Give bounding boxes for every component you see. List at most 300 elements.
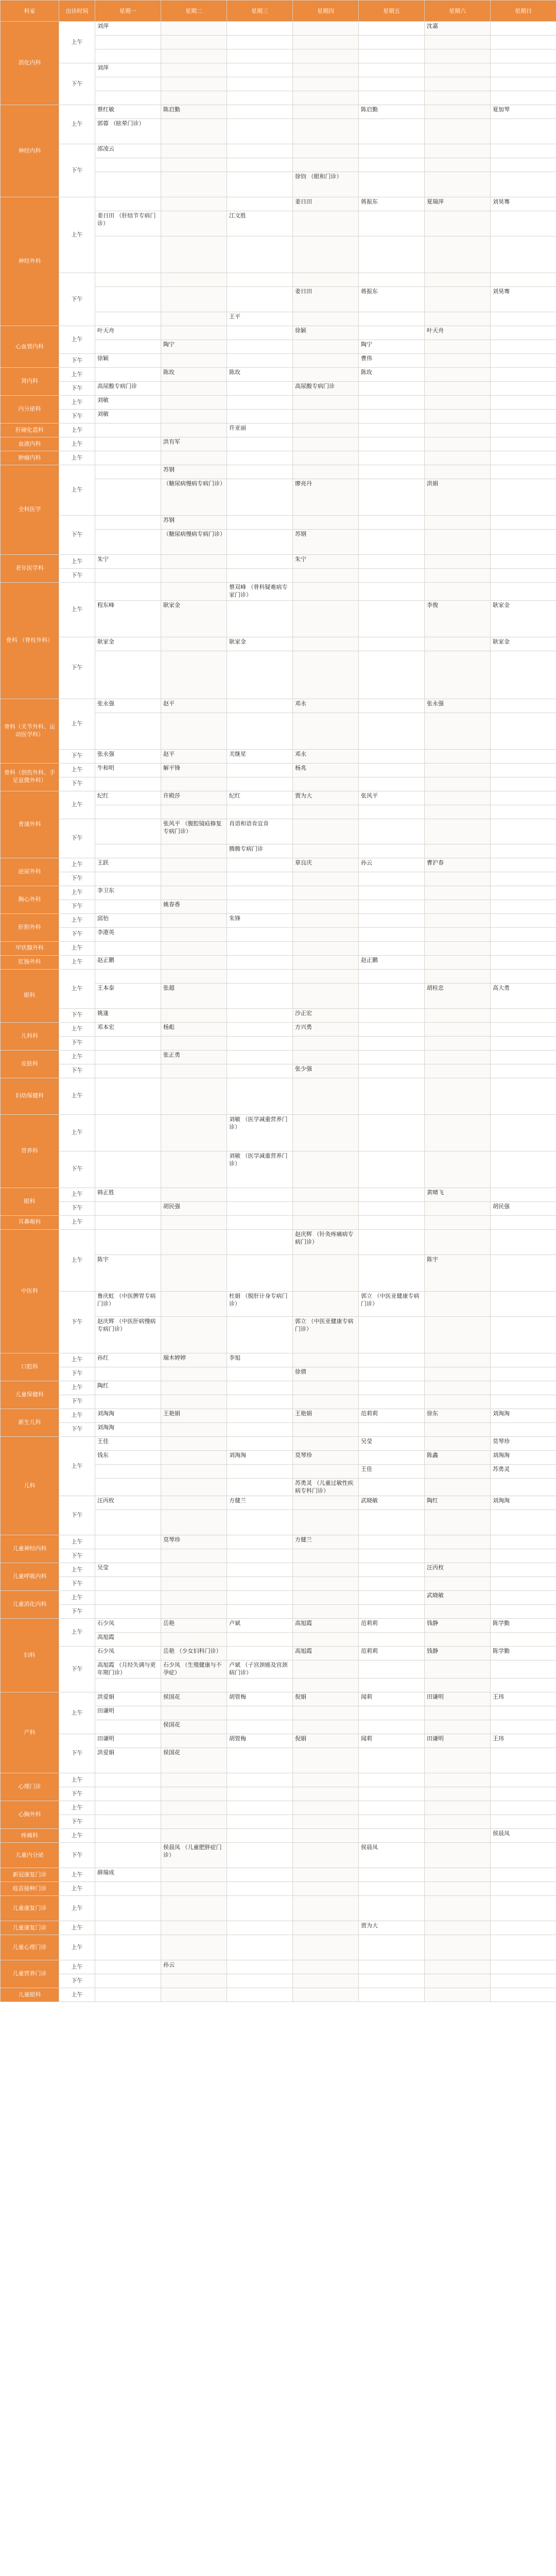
doctor-cell	[293, 396, 359, 410]
schedule-row	[1, 1078, 556, 1114]
doctor-cell	[161, 555, 227, 569]
doctor-cell	[425, 1882, 491, 1896]
schedule-row	[1, 913, 556, 927]
doctor-cell	[161, 1882, 227, 1896]
doctor-cell	[359, 1988, 425, 2002]
doctor-cell: 卢斌	[227, 1619, 293, 1633]
doctor-cell	[95, 569, 161, 583]
doctor-cell	[161, 1464, 227, 1478]
doctor-cell	[227, 1647, 293, 1660]
doctor-cell	[425, 312, 491, 326]
doctor-cell	[359, 600, 425, 637]
doctor-cell	[95, 900, 161, 913]
department-name: 耳鼻喉科	[1, 1215, 59, 1229]
doctor-cell	[425, 410, 491, 423]
doctor-cell	[227, 479, 293, 516]
department-name: 骨科（关节外科、运动医学科）	[1, 699, 59, 763]
doctor-cell	[95, 1921, 161, 1935]
doctor-cell	[161, 1605, 227, 1619]
doctor-cell	[95, 465, 161, 479]
doctor-cell	[359, 1151, 425, 1188]
doctor-cell	[293, 1829, 359, 1843]
schedule-row	[1, 583, 556, 601]
doctor-cell	[95, 1591, 161, 1605]
doctor-cell	[425, 900, 491, 913]
doctor-cell	[95, 451, 161, 465]
department-name: 全科医学	[1, 465, 59, 555]
doctor-cell	[491, 437, 556, 451]
doctor-cell: 苏勇灵 （儿童过敏性疾病专科门诊）	[293, 1478, 359, 1496]
doctor-cell	[161, 1510, 227, 1535]
doctor-cell: 郭立 （中医亚健康专病门诊）	[293, 1316, 359, 1353]
doctor-cell	[161, 872, 227, 886]
doctor-cell	[95, 1801, 161, 1815]
doctor-cell	[293, 955, 359, 969]
doctor-cell	[293, 1660, 359, 1679]
doctor-cell	[359, 749, 425, 763]
department-name: 儿童心理门诊	[1, 1935, 59, 1960]
schedule-row	[1, 63, 556, 77]
doctor-cell	[95, 197, 161, 211]
doctor-cell: 曹沪春	[425, 858, 491, 872]
doctor-cell	[359, 1353, 425, 1367]
doctor-cell	[491, 1549, 556, 1563]
doctor-cell	[293, 872, 359, 886]
doctor-cell	[293, 1679, 359, 1692]
doctor-cell	[293, 1078, 359, 1114]
doctor-cell	[425, 805, 491, 819]
schedule-row	[1, 1549, 556, 1563]
doctor-cell	[293, 941, 359, 955]
doctor-cell	[227, 77, 293, 91]
doctor-cell	[491, 1633, 556, 1647]
session-time: 下午	[59, 777, 95, 791]
doctor-cell	[491, 1815, 556, 1829]
doctor-cell	[95, 368, 161, 382]
doctor-cell: 刘敏	[95, 396, 161, 410]
session-time: 下午	[59, 900, 95, 913]
doctor-cell	[425, 1660, 491, 1679]
doctor-cell: 田谦明	[425, 1692, 491, 1706]
doctor-cell	[161, 886, 227, 900]
doctor-cell: 田谦明	[95, 1734, 161, 1748]
doctor-cell	[425, 1921, 491, 1935]
doctor-cell: 陈宇	[425, 1255, 491, 1291]
doctor-cell	[359, 158, 425, 172]
doctor-cell	[425, 819, 491, 844]
doctor-cell	[161, 913, 227, 927]
doctor-cell	[359, 451, 425, 465]
doctor-cell: 瑞木婷婷	[161, 1353, 227, 1367]
doctor-cell	[359, 1720, 425, 1734]
doctor-cell: 刘敏	[95, 410, 161, 423]
doctor-cell	[491, 927, 556, 941]
doctor-cell	[161, 1773, 227, 1787]
doctor-cell	[491, 651, 556, 699]
doctor-cell	[161, 423, 227, 437]
doctor-cell	[491, 941, 556, 955]
doctor-cell: 石少凤 （生殖健康与不孕症）	[161, 1660, 227, 1679]
doctor-cell	[359, 777, 425, 791]
schedule-row	[1, 1577, 556, 1591]
doctor-cell: 孙云	[161, 1960, 227, 1974]
doctor-cell	[227, 1381, 293, 1395]
doctor-cell: 陈学勤	[491, 1619, 556, 1633]
doctor-cell	[227, 1549, 293, 1563]
doctor-cell: 张超	[161, 983, 227, 1008]
department-name: 内分泌科	[1, 396, 59, 423]
doctor-cell	[425, 451, 491, 465]
doctor-cell	[491, 465, 556, 479]
department-name: 儿童营养门诊	[1, 1960, 59, 1988]
doctor-cell	[161, 77, 227, 91]
doctor-cell: 刘淘淘	[95, 1422, 161, 1436]
doctor-cell	[359, 382, 425, 396]
doctor-cell	[161, 1381, 227, 1395]
doctor-cell	[227, 1395, 293, 1409]
session-time: 上午	[59, 1868, 95, 1882]
schedule-row	[1, 1064, 556, 1078]
doctor-cell: 叶天舟	[425, 326, 491, 340]
doctor-cell	[161, 1188, 227, 1201]
doctor-cell	[491, 886, 556, 900]
schedule-row	[1, 1734, 556, 1748]
schedule-row	[1, 1935, 556, 1960]
doctor-cell	[293, 913, 359, 927]
doctor-cell: 耿家金	[95, 637, 161, 651]
doctor-cell	[491, 273, 556, 287]
doctor-cell: 陈玫	[359, 368, 425, 382]
doctor-cell: 赵正鹏	[359, 955, 425, 969]
doctor-cell	[491, 144, 556, 158]
doctor-cell	[227, 955, 293, 969]
doctor-cell	[491, 63, 556, 77]
department-name: 肝硬化造科	[1, 423, 59, 437]
doctor-cell: 徐颖	[95, 354, 161, 368]
session-time: 上午	[59, 1409, 95, 1422]
department-name: 儿童内分泌	[1, 1843, 59, 1868]
schedule-row	[1, 1882, 556, 1896]
department-name: 肿瘤内科	[1, 451, 59, 465]
session-time: 上午	[59, 465, 95, 516]
doctor-cell	[359, 913, 425, 927]
doctor-cell	[491, 77, 556, 91]
doctor-cell	[161, 713, 227, 749]
doctor-cell: 陈鑫	[425, 1450, 491, 1464]
doctor-cell: 闻莉	[359, 1692, 425, 1706]
doctor-cell	[227, 777, 293, 791]
doctor-cell: 张永强	[95, 699, 161, 713]
doctor-cell	[293, 1935, 359, 1960]
doctor-cell	[359, 555, 425, 569]
schedule-row	[1, 1436, 556, 1450]
doctor-cell	[491, 1563, 556, 1577]
doctor-cell	[293, 1633, 359, 1647]
doctor-cell	[227, 1188, 293, 1201]
doctor-cell: 赵平	[161, 749, 227, 763]
doctor-cell: 王玮	[491, 1692, 556, 1706]
doctor-cell	[359, 1255, 425, 1291]
doctor-cell	[425, 236, 491, 273]
doctor-cell	[293, 927, 359, 941]
doctor-cell: 韩正胜	[95, 1188, 161, 1201]
doctor-cell	[491, 955, 556, 969]
schedule-row	[1, 1563, 556, 1577]
doctor-cell	[95, 1078, 161, 1114]
doctor-cell	[161, 955, 227, 969]
doctor-cell	[95, 49, 161, 63]
doctor-cell: 侯国花	[161, 1720, 227, 1734]
doctor-cell	[227, 1008, 293, 1022]
doctor-cell	[161, 396, 227, 410]
doctor-cell: 胡民强	[161, 1201, 227, 1215]
doctor-cell	[359, 1773, 425, 1787]
doctor-cell	[161, 637, 227, 651]
doctor-cell	[359, 1748, 425, 1773]
doctor-cell	[425, 1064, 491, 1078]
session-time: 上午	[59, 941, 95, 955]
doctor-cell	[491, 969, 556, 983]
doctor-cell	[161, 172, 227, 197]
doctor-cell	[227, 354, 293, 368]
doctor-cell: 曹伟	[359, 354, 425, 368]
doctor-cell: 叶天舟	[95, 326, 161, 340]
doctor-cell	[359, 1679, 425, 1692]
doctor-cell: 刘敏 （医学减重营养门诊）	[227, 1114, 293, 1151]
doctor-cell	[95, 1988, 161, 2002]
doctor-cell: 刘敏 （医学减重营养门诊）	[227, 1151, 293, 1188]
session-time: 上午	[59, 1078, 95, 1114]
doctor-cell	[359, 1706, 425, 1720]
doctor-cell: 刘萍	[95, 22, 161, 36]
schedule-row	[1, 1201, 556, 1215]
doctor-cell	[161, 1563, 227, 1577]
doctor-cell	[359, 1367, 425, 1381]
doctor-cell: 陈启勤	[359, 105, 425, 119]
doctor-cell: 邵凌云	[95, 144, 161, 158]
doctor-cell	[293, 1960, 359, 1974]
doctor-cell	[227, 382, 293, 396]
doctor-cell	[227, 1464, 293, 1478]
schedule-row	[1, 1291, 556, 1316]
department-name: 心胸外科	[1, 1801, 59, 1829]
doctor-cell	[161, 1367, 227, 1381]
doctor-cell	[95, 1535, 161, 1549]
doctor-cell	[227, 1679, 293, 1692]
schedule-row	[1, 273, 556, 287]
session-time: 下午	[59, 1151, 95, 1188]
session-time: 下午	[59, 927, 95, 941]
doctor-cell	[491, 22, 556, 36]
session-time: 上午	[59, 1229, 95, 1291]
schedule-row	[1, 763, 556, 777]
doctor-cell	[293, 969, 359, 983]
session-time: 下午	[59, 63, 95, 105]
doctor-cell	[425, 1316, 491, 1353]
doctor-cell	[491, 1008, 556, 1022]
doctor-cell	[161, 1422, 227, 1436]
session-time: 上午	[59, 886, 95, 900]
doctor-cell: 洪爱娟	[95, 1692, 161, 1706]
doctor-cell	[359, 1316, 425, 1353]
doctor-cell	[161, 777, 227, 791]
doctor-cell: 莫琴珍	[161, 1535, 227, 1549]
header-wednesday: 星期三	[227, 1, 293, 22]
doctor-cell	[95, 1843, 161, 1868]
doctor-cell	[491, 1478, 556, 1496]
doctor-cell	[425, 1036, 491, 1050]
department-name: 产科	[1, 1692, 59, 1773]
doctor-cell: 陶红	[95, 1381, 161, 1395]
session-time: 上午	[59, 1896, 95, 1921]
session-time: 下午	[59, 1787, 95, 1801]
doctor-cell	[491, 791, 556, 805]
doctor-cell	[227, 1436, 293, 1450]
doctor-cell: 胡民强	[491, 1201, 556, 1215]
doctor-cell	[425, 211, 491, 236]
doctor-cell	[491, 49, 556, 63]
doctor-cell	[425, 1633, 491, 1647]
doctor-cell	[491, 1605, 556, 1619]
department-name: 儿科科	[1, 1022, 59, 1050]
doctor-cell	[425, 423, 491, 437]
doctor-cell	[227, 1882, 293, 1896]
doctor-cell	[161, 451, 227, 465]
department-name: 肾内科	[1, 368, 59, 396]
department-name: 神经内科	[1, 105, 59, 197]
doctor-cell	[425, 1988, 491, 2002]
doctor-cell	[227, 1563, 293, 1577]
doctor-cell	[227, 1064, 293, 1078]
doctor-cell: 李港英	[95, 927, 161, 941]
doctor-cell	[227, 1801, 293, 1815]
doctor-cell: 朱锋	[227, 913, 293, 927]
doctor-cell	[491, 1921, 556, 1935]
department-name: 血液内科	[1, 437, 59, 451]
schedule-row	[1, 777, 556, 791]
doctor-cell: 李卫东	[95, 886, 161, 900]
session-time: 上午	[59, 1188, 95, 1201]
doctor-cell: 王平	[227, 312, 293, 326]
schedule-row	[1, 1647, 556, 1660]
schedule-row	[1, 1151, 556, 1188]
doctor-cell	[359, 326, 425, 340]
schedule-row	[1, 1395, 556, 1409]
doctor-cell: 侯晨凤 （儿童肥胖症门诊）	[161, 1843, 227, 1868]
doctor-cell	[425, 955, 491, 969]
doctor-cell: 刘淘淘	[491, 1450, 556, 1464]
session-time: 下午	[59, 1422, 95, 1436]
doctor-cell: 黄晴飞	[425, 1188, 491, 1201]
session-time: 下午	[59, 1647, 95, 1692]
doctor-cell: 刘淘淘	[95, 1409, 161, 1422]
schedule-row	[1, 749, 556, 763]
doctor-cell: 耿家金	[491, 600, 556, 637]
department-name: 儿童保健科	[1, 1381, 59, 1409]
doctor-cell	[359, 1787, 425, 1801]
doctor-cell	[359, 651, 425, 699]
doctor-cell	[293, 1787, 359, 1801]
schedule-row	[1, 1868, 556, 1882]
doctor-cell	[95, 1215, 161, 1229]
doctor-cell	[425, 63, 491, 77]
doctor-cell	[359, 1935, 425, 1960]
session-time: 下午	[59, 1496, 95, 1535]
schedule-row	[1, 872, 556, 886]
doctor-cell	[227, 530, 293, 555]
doctor-cell	[293, 105, 359, 119]
doctor-cell	[359, 1633, 425, 1647]
doctor-cell: 苏钢	[161, 516, 227, 530]
doctor-cell: 钱静	[425, 1647, 491, 1660]
session-time: 上午	[59, 1619, 95, 1647]
doctor-cell	[227, 1829, 293, 1843]
doctor-cell: 苏勇灵	[491, 1464, 556, 1478]
header-thursday: 星期四	[293, 1, 359, 22]
doctor-cell	[425, 1815, 491, 1829]
doctor-cell	[293, 1988, 359, 2002]
doctor-cell	[359, 1450, 425, 1464]
doctor-cell	[161, 1036, 227, 1050]
header-dept: 科室	[1, 1, 59, 22]
doctor-cell	[359, 516, 425, 530]
doctor-cell	[359, 1478, 425, 1496]
doctor-cell	[359, 1050, 425, 1064]
doctor-cell	[359, 637, 425, 651]
doctor-cell	[95, 1549, 161, 1563]
doctor-cell	[359, 1549, 425, 1563]
schedule-row	[1, 858, 556, 872]
session-time: 上午	[59, 699, 95, 749]
doctor-cell: 陶宁	[161, 340, 227, 354]
doctor-cell	[425, 1114, 491, 1151]
session-time: 下午	[59, 1395, 95, 1409]
doctor-cell	[227, 1050, 293, 1064]
doctor-cell	[425, 105, 491, 119]
doctor-cell	[425, 1549, 491, 1563]
doctor-cell: 孙红	[95, 1353, 161, 1367]
doctor-cell	[359, 805, 425, 819]
doctor-cell	[359, 91, 425, 105]
doctor-cell	[359, 583, 425, 601]
doctor-cell: 牛和明	[95, 763, 161, 777]
doctor-cell	[227, 927, 293, 941]
doctor-cell: 鲁庆虹 （中医脾胃专病门诊）	[95, 1291, 161, 1316]
doctor-cell	[491, 713, 556, 749]
doctor-cell	[227, 1720, 293, 1734]
doctor-cell	[161, 22, 227, 36]
doctor-cell: 吴莹	[359, 1436, 425, 1450]
doctor-cell	[359, 144, 425, 158]
doctor-cell: 江文胜	[227, 211, 293, 236]
doctor-cell	[161, 1787, 227, 1801]
doctor-cell	[359, 1974, 425, 1988]
doctor-cell	[95, 1510, 161, 1535]
doctor-cell: （糖尿病慢病专病门诊）	[161, 479, 227, 516]
doctor-cell	[491, 36, 556, 49]
doctor-cell	[293, 144, 359, 158]
doctor-cell: 刘昊骞	[491, 287, 556, 312]
session-time: 上午	[59, 969, 95, 1008]
doctor-cell	[293, 354, 359, 368]
doctor-cell	[425, 583, 491, 601]
doctor-cell	[425, 886, 491, 900]
doctor-cell	[95, 1896, 161, 1921]
doctor-cell	[161, 1815, 227, 1829]
doctor-cell	[491, 354, 556, 368]
schedule-row	[1, 22, 556, 36]
doctor-cell	[95, 872, 161, 886]
